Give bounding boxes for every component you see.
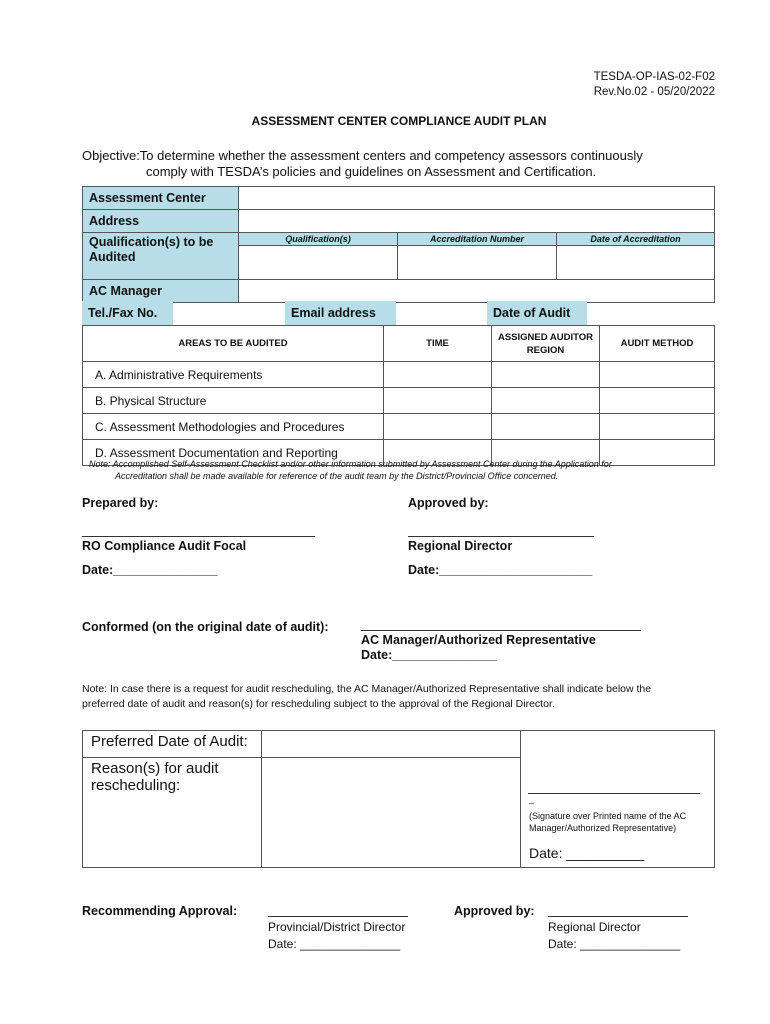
ac-manager-rep-title: AC Manager/Authorized Representative — [361, 633, 596, 647]
reasons-label: Reason(s) for audit rescheduling: — [83, 758, 262, 868]
regional-director-title: Regional Director — [408, 539, 513, 553]
accreditation-number-subheader: Accreditation Number — [398, 233, 557, 246]
document-title: ASSESSMENT CENTER COMPLIANCE AUDIT PLAN — [251, 114, 547, 128]
provincial-date[interactable]: Date: _______________ — [268, 937, 401, 951]
qualification-label: Qualification(s) to be Audited — [83, 233, 239, 280]
table-row — [83, 362, 715, 388]
footer-approved-by-label: Approved by: — [454, 904, 535, 918]
approved-signature-line[interactable] — [408, 536, 594, 537]
ac-manager-label: AC Manager — [83, 280, 239, 303]
conformed-signature-line[interactable] — [361, 630, 641, 631]
objective-line-2: comply with TESDA’s policies and guidelines on Assessment and Certification. — [146, 164, 597, 179]
form-code: TESDA-OP-IAS-02-F02 — [593, 71, 715, 83]
rep-date[interactable]: Date: __________ — [529, 845, 645, 861]
prepared-date[interactable]: Date:_______________ — [82, 563, 218, 577]
email-label: Email address — [285, 301, 396, 325]
signature-box — [521, 731, 715, 868]
accreditation-number-field[interactable] — [398, 246, 557, 279]
address-field[interactable] — [239, 210, 715, 233]
qualification-field[interactable] — [239, 246, 398, 279]
table-row — [83, 388, 715, 414]
tel-fax-label: Tel./Fax No. — [82, 301, 173, 325]
ac-manager-field[interactable] — [239, 280, 715, 303]
reasons-field[interactable] — [262, 758, 521, 868]
region-field[interactable] — [492, 362, 600, 388]
form-header — [594, 70, 715, 100]
rescheduling-note-line-2: preferred date of audit and reason(s) for rescheduling subject to the approval of the Regional Director. — [82, 698, 555, 710]
method-field[interactable] — [600, 362, 715, 388]
method-field[interactable] — [600, 388, 715, 414]
recommending-approval-label: Recommending Approval: — [82, 904, 238, 918]
preferred-date-label: Preferred Date of Audit: — [83, 731, 262, 758]
assessment-info-table — [82, 186, 715, 303]
area-label: D. Assessment Documentation and Reporting — [83, 440, 384, 466]
footer-regional-director-title: Regional Director — [548, 920, 641, 934]
accreditation-date-subheader: Date of Accreditation — [557, 233, 715, 246]
email-field[interactable] — [396, 301, 486, 325]
accreditation-date-field[interactable] — [557, 246, 715, 279]
assessment-center-label: Assessment Center — [83, 187, 239, 210]
time-field[interactable] — [384, 414, 492, 440]
time-header: TIME — [384, 326, 492, 362]
objective — [82, 148, 716, 180]
address-label: Address — [83, 210, 239, 233]
rescheduling-note-line-1: Note: In case there is a request for audit rescheduling, the AC Manager/Authorized Representative shall indicate below the — [82, 683, 652, 695]
area-label: B. Physical Structure — [83, 388, 384, 414]
area-label: C. Assessment Methodologies and Procedures — [83, 414, 384, 440]
revision-number: Rev.No.02 - 05/20/2022 — [593, 86, 715, 98]
time-field[interactable] — [384, 388, 492, 414]
provincial-director-title: Provincial/District Director — [268, 920, 406, 934]
qualification-subheader: Qualification(s) — [239, 233, 398, 246]
ro-focal-title: RO Compliance Audit Focal — [82, 539, 247, 553]
prepared-by-label: Prepared by: — [82, 496, 159, 510]
qualification-subtable — [239, 233, 714, 279]
preferred-date-field[interactable] — [262, 731, 521, 758]
time-field[interactable] — [384, 362, 492, 388]
date-of-audit-label: Date of Audit — [487, 301, 587, 325]
approved-by-label: Approved by: — [408, 496, 489, 510]
region-field[interactable] — [492, 414, 600, 440]
conformed-date[interactable]: Date:_______________ — [361, 648, 497, 662]
audit-method-header: AUDIT METHOD — [600, 326, 715, 362]
assessment-center-field[interactable] — [239, 187, 715, 210]
method-field[interactable] — [600, 414, 715, 440]
rescheduling-note — [82, 682, 718, 712]
checklist-note — [89, 458, 719, 482]
objective-line-1: Objective:To determine whether the assessment centers and competency assessors continuously — [82, 148, 643, 163]
director-date[interactable]: Date: _______________ — [548, 937, 681, 951]
areas-table — [82, 325, 715, 466]
director-signature-line[interactable] — [548, 916, 688, 917]
qualification-cell — [239, 233, 715, 280]
region-field[interactable] — [492, 388, 600, 414]
checklist-note-line-1: Note: Accomplished Self-Assessment Checklist and/or other information submitted by Assessment Center during the Application for — [89, 459, 612, 469]
rescheduling-table — [82, 730, 715, 868]
tel-fax-field[interactable] — [173, 301, 285, 325]
approved-date[interactable]: Date:______________________ — [408, 563, 593, 577]
rep-signature-line[interactable] — [528, 793, 700, 794]
assigned-region-header: ASSIGNED AUDITOR REGION — [492, 326, 600, 362]
conformed-label: Conformed (on the original date of audit): — [82, 620, 329, 634]
provincial-signature-line[interactable] — [268, 916, 408, 917]
signature-caption: (Signature over Printed name of the AC Manager/Authorized Representative) — [529, 811, 687, 833]
signature-underscore: _ — [529, 794, 535, 804]
checklist-note-line-2: Accreditation shall be made available for reference of the audit team by the District/Provincial Office concerned. — [115, 471, 559, 481]
areas-header: AREAS TO BE AUDITED — [83, 326, 384, 362]
prepared-signature-line[interactable] — [82, 536, 315, 537]
area-label: A. Administrative Requirements — [83, 362, 384, 388]
table-row — [83, 414, 715, 440]
